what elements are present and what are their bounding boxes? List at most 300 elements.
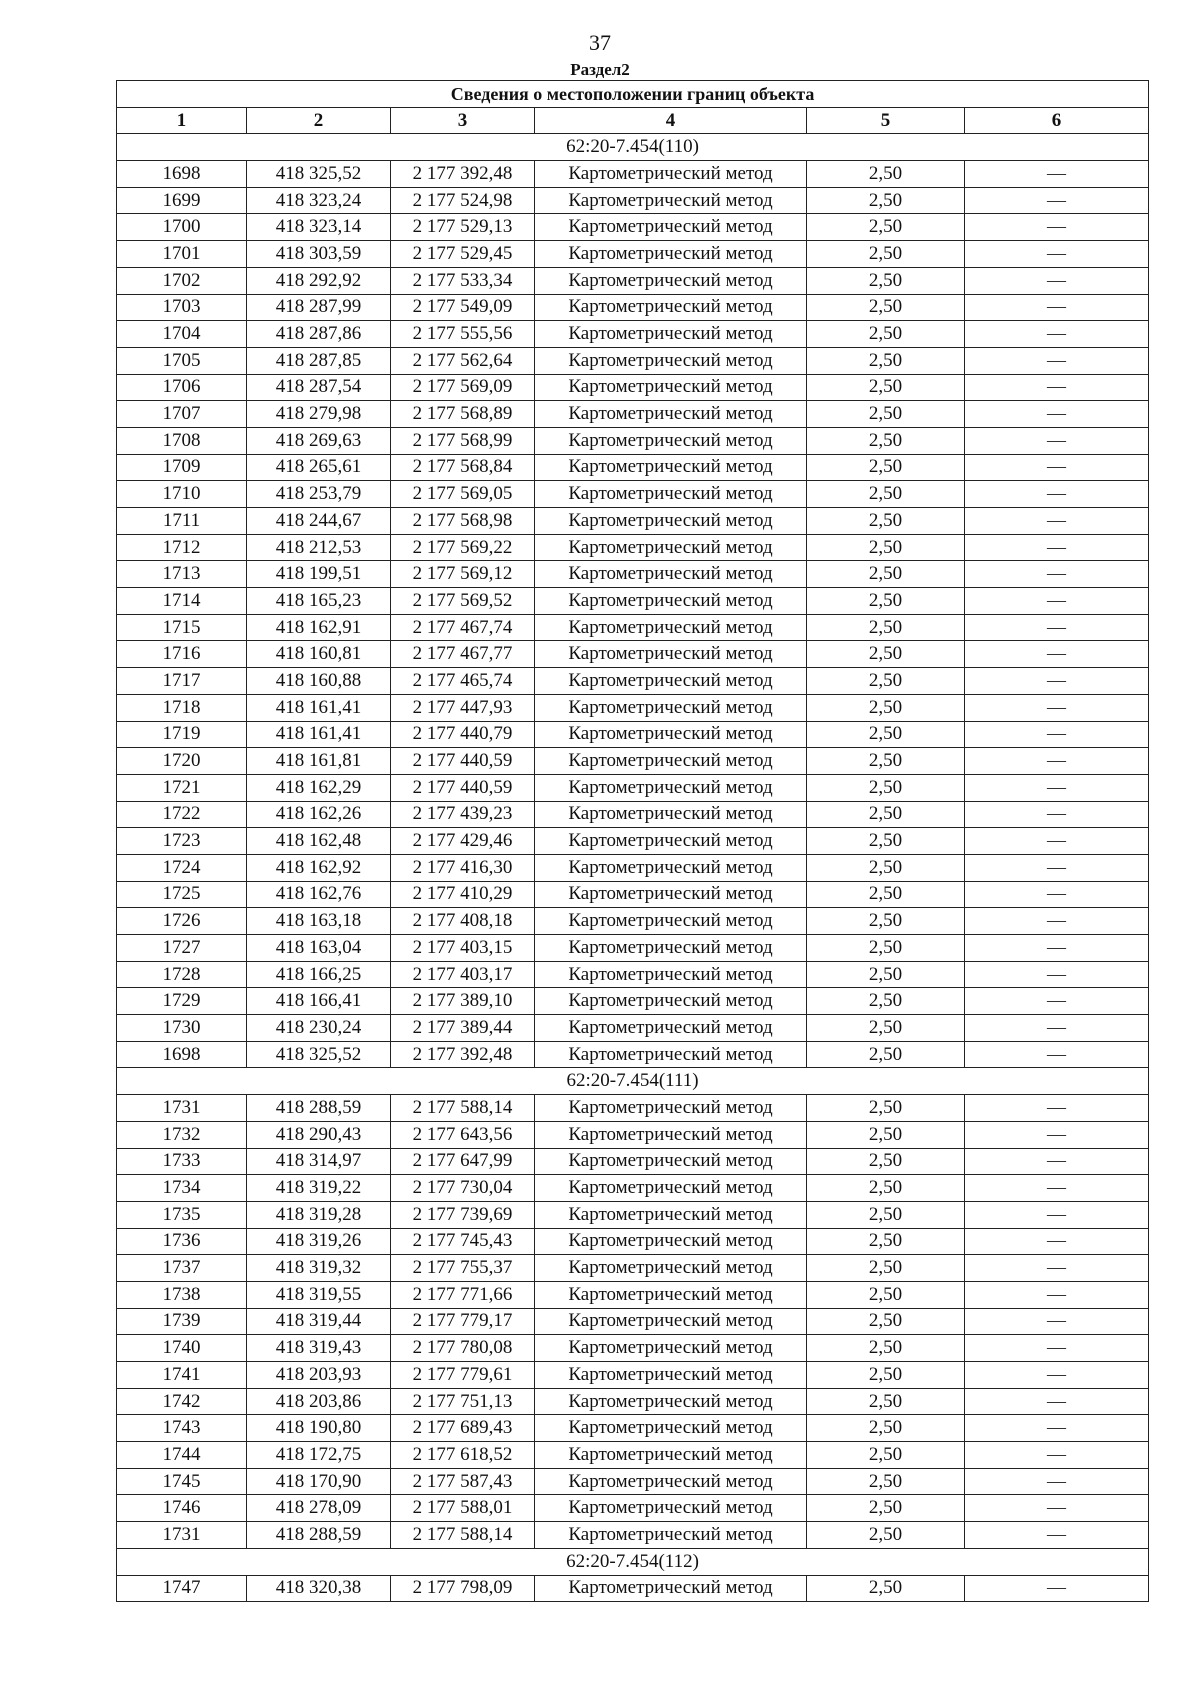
table-row — [117, 1308, 1149, 1335]
description-cell: — — [965, 1175, 1149, 1202]
table-row — [117, 988, 1149, 1015]
point-number-cell: 1734 — [117, 1175, 247, 1202]
table-row — [117, 1575, 1149, 1602]
method-cell: Картометрический метод — [535, 908, 807, 935]
y-coordinate-cell: 2 177 440,59 — [391, 748, 535, 775]
accuracy-cell: 2,50 — [807, 881, 965, 908]
point-number-cell: 1723 — [117, 828, 247, 855]
y-coordinate-cell: 2 177 780,08 — [391, 1335, 535, 1362]
accuracy-cell: 2,50 — [807, 988, 965, 1015]
point-number-cell: 1715 — [117, 614, 247, 641]
table-row — [117, 935, 1149, 962]
column-header: 4 — [535, 107, 807, 134]
point-number-cell: 1721 — [117, 774, 247, 801]
y-coordinate-cell: 2 177 440,79 — [391, 721, 535, 748]
description-cell: — — [965, 1308, 1149, 1335]
accuracy-cell: 2,50 — [807, 668, 965, 695]
table-row — [117, 1442, 1149, 1469]
description-cell: — — [965, 935, 1149, 962]
y-coordinate-cell: 2 177 588,14 — [391, 1522, 535, 1549]
accuracy-cell: 2,50 — [807, 1388, 965, 1415]
method-cell: Картометрический метод — [535, 401, 807, 428]
description-cell: — — [965, 374, 1149, 401]
point-number-cell: 1712 — [117, 534, 247, 561]
method-cell: Картометрический метод — [535, 374, 807, 401]
y-coordinate-cell: 2 177 569,52 — [391, 588, 535, 615]
x-coordinate-cell: 418 190,80 — [247, 1415, 391, 1442]
table-row — [117, 748, 1149, 775]
table-row — [117, 294, 1149, 321]
description-cell: — — [965, 1015, 1149, 1042]
table-row — [117, 561, 1149, 588]
method-cell: Картометрический метод — [535, 534, 807, 561]
accuracy-cell: 2,50 — [807, 854, 965, 881]
table-row — [117, 1175, 1149, 1202]
x-coordinate-cell: 418 287,86 — [247, 321, 391, 348]
table-row — [117, 668, 1149, 695]
description-cell: — — [965, 641, 1149, 668]
table-row — [117, 454, 1149, 481]
accuracy-cell: 2,50 — [807, 721, 965, 748]
description-cell: — — [965, 214, 1149, 241]
method-cell: Картометрический метод — [535, 1095, 807, 1122]
method-cell: Картометрический метод — [535, 347, 807, 374]
accuracy-cell: 2,50 — [807, 774, 965, 801]
accuracy-cell: 2,50 — [807, 1228, 965, 1255]
table-row — [117, 187, 1149, 214]
accuracy-cell: 2,50 — [807, 1442, 965, 1469]
accuracy-cell: 2,50 — [807, 1415, 965, 1442]
x-coordinate-cell: 418 314,97 — [247, 1148, 391, 1175]
method-cell: Картометрический метод — [535, 988, 807, 1015]
point-number-cell: 1733 — [117, 1148, 247, 1175]
description-cell: — — [965, 161, 1149, 188]
accuracy-cell: 2,50 — [807, 1362, 965, 1389]
x-coordinate-cell: 418 162,29 — [247, 774, 391, 801]
description-cell: — — [965, 534, 1149, 561]
table-row — [117, 534, 1149, 561]
table-row — [117, 1335, 1149, 1362]
point-number-cell: 1711 — [117, 508, 247, 535]
table-row — [117, 347, 1149, 374]
description-cell: — — [965, 401, 1149, 428]
method-cell: Картометрический метод — [535, 1388, 807, 1415]
accuracy-cell: 2,50 — [807, 1575, 965, 1602]
point-number-cell: 1703 — [117, 294, 247, 321]
y-coordinate-cell: 2 177 568,98 — [391, 508, 535, 535]
table-row — [117, 374, 1149, 401]
x-coordinate-cell: 418 323,24 — [247, 187, 391, 214]
y-coordinate-cell: 2 177 745,43 — [391, 1228, 535, 1255]
y-coordinate-cell: 2 177 392,48 — [391, 1041, 535, 1068]
method-cell: Картометрический метод — [535, 614, 807, 641]
point-number-cell: 1699 — [117, 187, 247, 214]
y-coordinate-cell: 2 177 439,23 — [391, 801, 535, 828]
method-cell: Картометрический метод — [535, 961, 807, 988]
method-cell: Картометрический метод — [535, 161, 807, 188]
method-cell: Картометрический метод — [535, 828, 807, 855]
x-coordinate-cell: 418 287,85 — [247, 347, 391, 374]
table-row — [117, 961, 1149, 988]
accuracy-cell: 2,50 — [807, 1281, 965, 1308]
description-cell: — — [965, 588, 1149, 615]
method-cell: Картометрический метод — [535, 721, 807, 748]
x-coordinate-cell: 418 162,26 — [247, 801, 391, 828]
y-coordinate-cell: 2 177 403,17 — [391, 961, 535, 988]
x-coordinate-cell: 418 163,18 — [247, 908, 391, 935]
x-coordinate-cell: 418 160,88 — [247, 668, 391, 695]
point-number-cell: 1704 — [117, 321, 247, 348]
description-cell: — — [965, 321, 1149, 348]
x-coordinate-cell: 418 325,52 — [247, 161, 391, 188]
x-coordinate-cell: 418 162,48 — [247, 828, 391, 855]
description-cell: — — [965, 267, 1149, 294]
point-number-cell: 1698 — [117, 1041, 247, 1068]
point-number-cell: 1710 — [117, 481, 247, 508]
table-row — [117, 1415, 1149, 1442]
point-number-cell: 1741 — [117, 1362, 247, 1389]
y-coordinate-cell: 2 177 588,14 — [391, 1095, 535, 1122]
x-coordinate-cell: 418 319,28 — [247, 1201, 391, 1228]
y-coordinate-cell: 2 177 568,99 — [391, 427, 535, 454]
table-row — [117, 854, 1149, 881]
x-coordinate-cell: 418 320,38 — [247, 1575, 391, 1602]
accuracy-cell: 2,50 — [807, 1121, 965, 1148]
y-coordinate-cell: 2 177 568,84 — [391, 454, 535, 481]
table-row — [117, 321, 1149, 348]
point-number-cell: 1700 — [117, 214, 247, 241]
point-number-cell: 1745 — [117, 1468, 247, 1495]
description-cell: — — [965, 454, 1149, 481]
method-cell: Картометрический метод — [535, 694, 807, 721]
method-cell: Картометрический метод — [535, 1468, 807, 1495]
table-row — [117, 694, 1149, 721]
x-coordinate-cell: 418 319,43 — [247, 1335, 391, 1362]
x-coordinate-cell: 418 161,81 — [247, 748, 391, 775]
table-row — [117, 1281, 1149, 1308]
table-row — [117, 908, 1149, 935]
point-number-cell: 1726 — [117, 908, 247, 935]
x-coordinate-cell: 418 279,98 — [247, 401, 391, 428]
y-coordinate-cell: 2 177 403,15 — [391, 935, 535, 962]
y-coordinate-cell: 2 177 779,17 — [391, 1308, 535, 1335]
method-cell: Картометрический метод — [535, 454, 807, 481]
y-coordinate-cell: 2 177 798,09 — [391, 1575, 535, 1602]
accuracy-cell: 2,50 — [807, 614, 965, 641]
section-title: Раздел2 — [570, 60, 630, 79]
table-row — [117, 427, 1149, 454]
accuracy-cell: 2,50 — [807, 401, 965, 428]
description-cell: — — [965, 1575, 1149, 1602]
y-coordinate-cell: 2 177 771,66 — [391, 1281, 535, 1308]
description-cell: — — [965, 801, 1149, 828]
method-cell: Картометрический метод — [535, 1255, 807, 1282]
table-row — [117, 1041, 1149, 1068]
method-cell: Картометрический метод — [535, 267, 807, 294]
description-cell: — — [965, 1228, 1149, 1255]
description-cell: — — [965, 481, 1149, 508]
table-body — [117, 134, 1149, 1602]
column-header: 1 — [117, 107, 247, 134]
point-number-cell: 1705 — [117, 347, 247, 374]
description-cell: — — [965, 828, 1149, 855]
description-cell: — — [965, 1255, 1149, 1282]
point-number-cell: 1706 — [117, 374, 247, 401]
method-cell: Картометрический метод — [535, 1121, 807, 1148]
y-coordinate-cell: 2 177 755,37 — [391, 1255, 535, 1282]
table-row — [117, 1148, 1149, 1175]
table-row — [117, 1255, 1149, 1282]
point-number-cell: 1731 — [117, 1522, 247, 1549]
method-cell: Картометрический метод — [535, 187, 807, 214]
group-row — [117, 134, 1149, 161]
description-cell: — — [965, 881, 1149, 908]
point-number-cell: 1737 — [117, 1255, 247, 1282]
accuracy-cell: 2,50 — [807, 454, 965, 481]
x-coordinate-cell: 418 199,51 — [247, 561, 391, 588]
accuracy-cell: 2,50 — [807, 748, 965, 775]
method-cell: Картометрический метод — [535, 854, 807, 881]
description-cell: — — [965, 1201, 1149, 1228]
group-row — [117, 1068, 1149, 1095]
x-coordinate-cell: 418 287,54 — [247, 374, 391, 401]
accuracy-cell: 2,50 — [807, 1015, 965, 1042]
method-cell: Картометрический метод — [535, 588, 807, 615]
accuracy-cell: 2,50 — [807, 481, 965, 508]
description-cell: — — [965, 1335, 1149, 1362]
x-coordinate-cell: 418 290,43 — [247, 1121, 391, 1148]
column-header: 5 — [807, 107, 965, 134]
x-coordinate-cell: 418 319,32 — [247, 1255, 391, 1282]
point-number-cell: 1722 — [117, 801, 247, 828]
y-coordinate-cell: 2 177 389,44 — [391, 1015, 535, 1042]
method-cell: Картометрический метод — [535, 1041, 807, 1068]
y-coordinate-cell: 2 177 587,43 — [391, 1468, 535, 1495]
method-cell: Картометрический метод — [535, 774, 807, 801]
x-coordinate-cell: 418 165,23 — [247, 588, 391, 615]
point-number-cell: 1729 — [117, 988, 247, 1015]
y-coordinate-cell: 2 177 588,01 — [391, 1495, 535, 1522]
method-cell: Картометрический метод — [535, 241, 807, 268]
table-row — [117, 801, 1149, 828]
point-number-cell: 1743 — [117, 1415, 247, 1442]
method-cell: Картометрический метод — [535, 508, 807, 535]
point-number-cell: 1728 — [117, 961, 247, 988]
x-coordinate-cell: 418 319,44 — [247, 1308, 391, 1335]
description-cell: — — [965, 1281, 1149, 1308]
description-cell: — — [965, 187, 1149, 214]
description-cell: — — [965, 961, 1149, 988]
x-coordinate-cell: 418 319,22 — [247, 1175, 391, 1202]
y-coordinate-cell: 2 177 392,48 — [391, 161, 535, 188]
accuracy-cell: 2,50 — [807, 1201, 965, 1228]
point-number-cell: 1736 — [117, 1228, 247, 1255]
description-cell: — — [965, 561, 1149, 588]
point-number-cell: 1725 — [117, 881, 247, 908]
method-cell: Картометрический метод — [535, 1281, 807, 1308]
y-coordinate-cell: 2 177 416,30 — [391, 854, 535, 881]
accuracy-cell: 2,50 — [807, 694, 965, 721]
table-row — [117, 1362, 1149, 1389]
y-coordinate-cell: 2 177 440,59 — [391, 774, 535, 801]
x-coordinate-cell: 418 161,41 — [247, 694, 391, 721]
accuracy-cell: 2,50 — [807, 374, 965, 401]
method-cell: Картометрический метод — [535, 481, 807, 508]
y-coordinate-cell: 2 177 429,46 — [391, 828, 535, 855]
x-coordinate-cell: 418 288,59 — [247, 1522, 391, 1549]
table-row — [117, 641, 1149, 668]
x-coordinate-cell: 418 244,67 — [247, 508, 391, 535]
x-coordinate-cell: 418 287,99 — [247, 294, 391, 321]
x-coordinate-cell: 418 265,61 — [247, 454, 391, 481]
accuracy-cell: 2,50 — [807, 1255, 965, 1282]
y-coordinate-cell: 2 177 467,77 — [391, 641, 535, 668]
accuracy-cell: 2,50 — [807, 641, 965, 668]
description-cell: — — [965, 1442, 1149, 1469]
table-row — [117, 161, 1149, 188]
point-number-cell: 1718 — [117, 694, 247, 721]
x-coordinate-cell: 418 162,92 — [247, 854, 391, 881]
y-coordinate-cell: 2 177 751,13 — [391, 1388, 535, 1415]
table-row — [117, 214, 1149, 241]
x-coordinate-cell: 418 292,92 — [247, 267, 391, 294]
method-cell: Картометрический метод — [535, 1575, 807, 1602]
point-number-cell: 1707 — [117, 401, 247, 428]
description-cell: — — [965, 748, 1149, 775]
method-cell: Картометрический метод — [535, 1308, 807, 1335]
table-caption: Сведения о местоположении границ объекта — [117, 81, 1149, 108]
description-cell: — — [965, 1415, 1149, 1442]
y-coordinate-cell: 2 177 524,98 — [391, 187, 535, 214]
x-coordinate-cell: 418 278,09 — [247, 1495, 391, 1522]
accuracy-cell: 2,50 — [807, 161, 965, 188]
point-number-cell: 1714 — [117, 588, 247, 615]
column-header: 6 — [965, 107, 1149, 134]
column-number-row — [117, 107, 1149, 134]
description-cell: — — [965, 1148, 1149, 1175]
table-row — [117, 721, 1149, 748]
point-number-cell: 1724 — [117, 854, 247, 881]
accuracy-cell: 2,50 — [807, 267, 965, 294]
table-row — [117, 1015, 1149, 1042]
y-coordinate-cell: 2 177 467,74 — [391, 614, 535, 641]
group-label: 62:20-7.454(112) — [117, 1548, 1149, 1575]
description-cell: — — [965, 694, 1149, 721]
table-row — [117, 1095, 1149, 1122]
method-cell: Картометрический метод — [535, 668, 807, 695]
page-number: 37 — [589, 30, 611, 55]
method-cell: Картометрический метод — [535, 641, 807, 668]
method-cell: Картометрический метод — [535, 1201, 807, 1228]
table-row — [117, 1228, 1149, 1255]
table-row — [117, 1121, 1149, 1148]
method-cell: Картометрический метод — [535, 1015, 807, 1042]
method-cell: Картометрический метод — [535, 1362, 807, 1389]
accuracy-cell: 2,50 — [807, 1495, 965, 1522]
description-cell: — — [965, 427, 1149, 454]
point-number-cell: 1701 — [117, 241, 247, 268]
accuracy-cell: 2,50 — [807, 1308, 965, 1335]
table-row — [117, 774, 1149, 801]
accuracy-cell: 2,50 — [807, 321, 965, 348]
accuracy-cell: 2,50 — [807, 588, 965, 615]
accuracy-cell: 2,50 — [807, 187, 965, 214]
method-cell: Картометрический метод — [535, 1442, 807, 1469]
method-cell: Картометрический метод — [535, 935, 807, 962]
method-cell: Картометрический метод — [535, 427, 807, 454]
table-row — [117, 1388, 1149, 1415]
point-number-cell: 1731 — [117, 1095, 247, 1122]
point-number-cell: 1742 — [117, 1388, 247, 1415]
accuracy-cell: 2,50 — [807, 534, 965, 561]
description-cell: — — [965, 774, 1149, 801]
description-cell: — — [965, 1468, 1149, 1495]
accuracy-cell: 2,50 — [807, 241, 965, 268]
method-cell: Картометрический метод — [535, 561, 807, 588]
description-cell: — — [965, 908, 1149, 935]
point-number-cell: 1708 — [117, 427, 247, 454]
x-coordinate-cell: 418 162,76 — [247, 881, 391, 908]
table-row — [117, 588, 1149, 615]
point-number-cell: 1730 — [117, 1015, 247, 1042]
point-number-cell: 1698 — [117, 161, 247, 188]
y-coordinate-cell: 2 177 689,43 — [391, 1415, 535, 1442]
x-coordinate-cell: 418 172,75 — [247, 1442, 391, 1469]
group-label: 62:20-7.454(110) — [117, 134, 1149, 161]
description-cell: — — [965, 508, 1149, 535]
point-number-cell: 1727 — [117, 935, 247, 962]
x-coordinate-cell: 418 160,81 — [247, 641, 391, 668]
y-coordinate-cell: 2 177 569,09 — [391, 374, 535, 401]
method-cell: Картометрический метод — [535, 1228, 807, 1255]
method-cell: Картометрический метод — [535, 881, 807, 908]
point-number-cell: 1709 — [117, 454, 247, 481]
y-coordinate-cell: 2 177 465,74 — [391, 668, 535, 695]
description-cell: — — [965, 294, 1149, 321]
point-number-cell: 1735 — [117, 1201, 247, 1228]
description-cell: — — [965, 854, 1149, 881]
x-coordinate-cell: 418 212,53 — [247, 534, 391, 561]
x-coordinate-cell: 418 161,41 — [247, 721, 391, 748]
accuracy-cell: 2,50 — [807, 214, 965, 241]
point-number-cell: 1744 — [117, 1442, 247, 1469]
point-number-cell: 1738 — [117, 1281, 247, 1308]
method-cell: Картометрический метод — [535, 1335, 807, 1362]
y-coordinate-cell: 2 177 730,04 — [391, 1175, 535, 1202]
method-cell: Картометрический метод — [535, 214, 807, 241]
method-cell: Картометрический метод — [535, 1495, 807, 1522]
description-cell: — — [965, 241, 1149, 268]
accuracy-cell: 2,50 — [807, 935, 965, 962]
x-coordinate-cell: 418 319,26 — [247, 1228, 391, 1255]
description-cell: — — [965, 1522, 1149, 1549]
x-coordinate-cell: 418 288,59 — [247, 1095, 391, 1122]
table-row — [117, 401, 1149, 428]
table-row — [117, 1522, 1149, 1549]
accuracy-cell: 2,50 — [807, 961, 965, 988]
method-cell: Картометрический метод — [535, 321, 807, 348]
x-coordinate-cell: 418 230,24 — [247, 1015, 391, 1042]
point-number-cell: 1747 — [117, 1575, 247, 1602]
method-cell: Картометрический метод — [535, 1148, 807, 1175]
y-coordinate-cell: 2 177 562,64 — [391, 347, 535, 374]
y-coordinate-cell: 2 177 389,10 — [391, 988, 535, 1015]
description-cell: — — [965, 988, 1149, 1015]
x-coordinate-cell: 418 203,93 — [247, 1362, 391, 1389]
accuracy-cell: 2,50 — [807, 828, 965, 855]
method-cell: Картометрический метод — [535, 801, 807, 828]
column-header: 2 — [247, 107, 391, 134]
